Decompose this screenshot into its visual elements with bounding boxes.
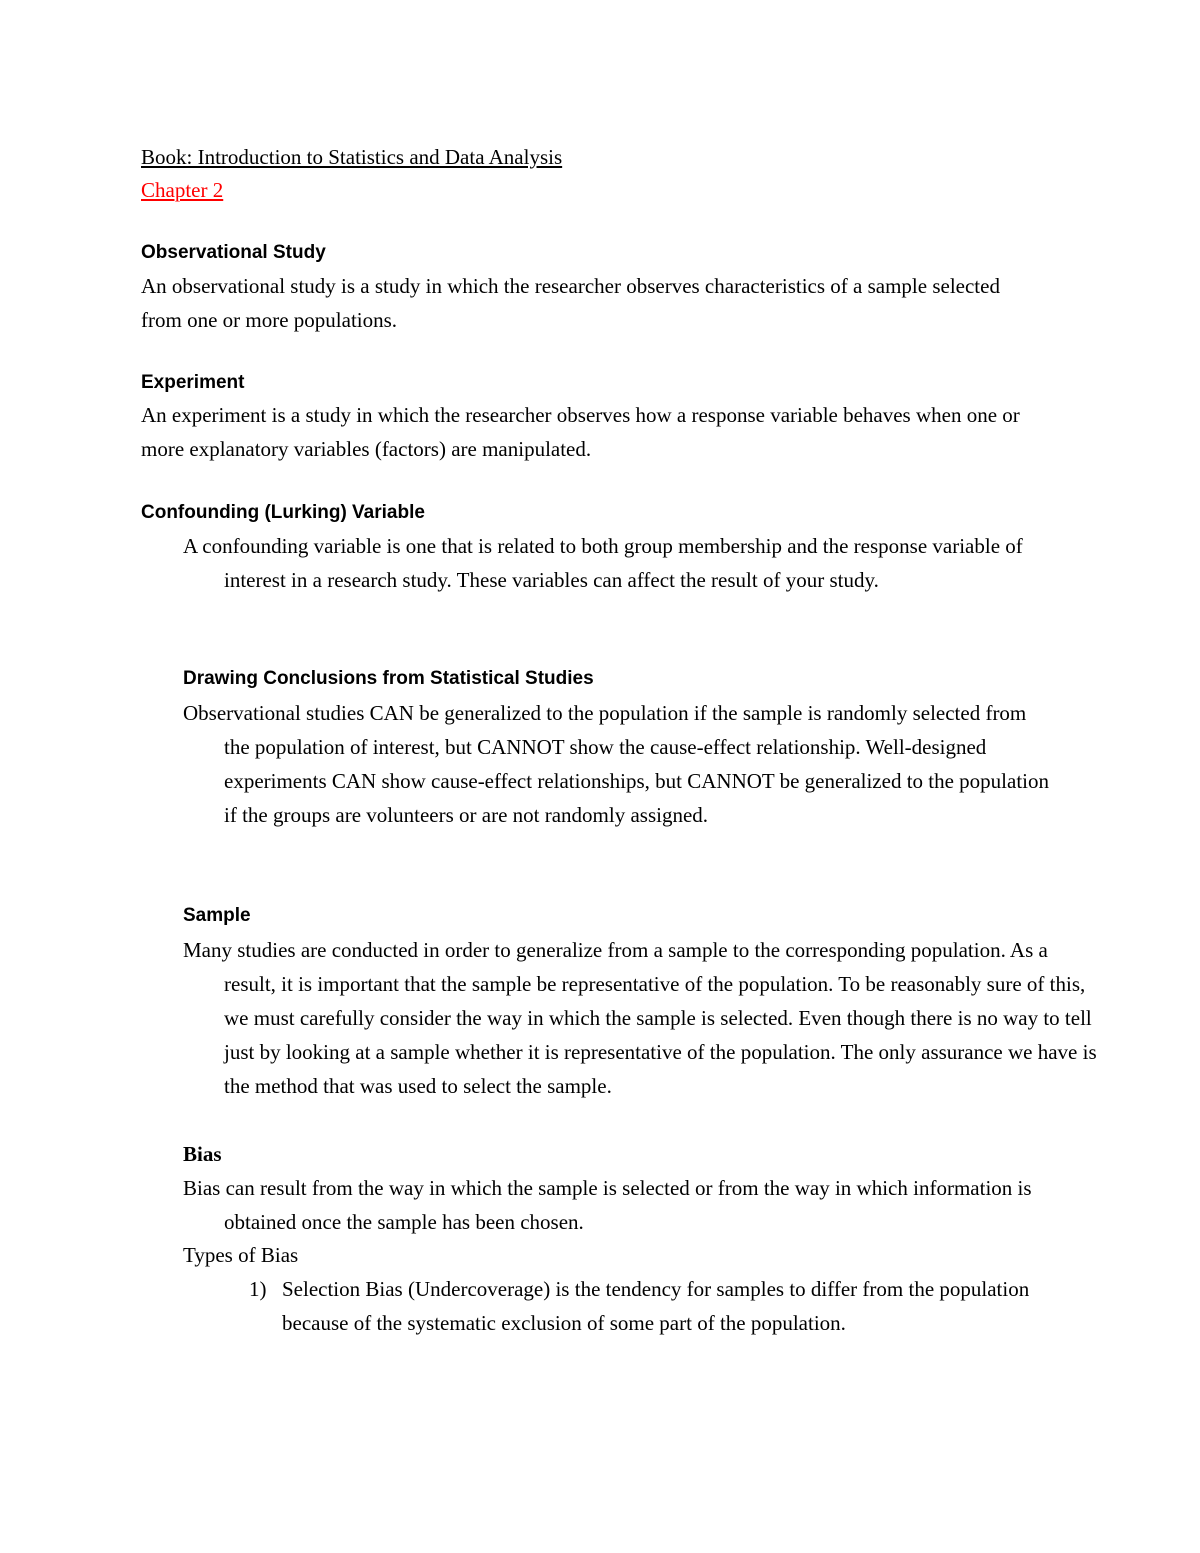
experiment-heading: Experiment [141, 372, 245, 393]
sample-heading: Sample [183, 905, 251, 926]
chapter-label: Chapter 2 [141, 178, 224, 202]
confounding-variable-body: A confounding variable is one that is related to both group membership and the response variable of interest in a research study. These variables can affect the result of your study. [183, 534, 1023, 592]
list-item-number: 1) [249, 1277, 267, 1301]
drawing-conclusions-body: Observational studies CAN be generalized to the population if the sample is randomly selected from the population of interest, but CANNOT show the cause-effect relationship. Well-designed experiments CAN show cause-effect relationships, but CANNOT be generalized to the population if the groups are volunteers or are not randomly assigned. [183, 701, 1050, 827]
list-item-text: Selection Bias (Undercoverage) is the tendency for samples to differ from the population because of the systematic exclusion of some part of the population. [282, 1277, 1030, 1335]
bias-heading: Bias [183, 1142, 222, 1166]
bias-body: Bias can result from the way in which the sample is selected or from the way in which information is obtained once the sample has been chosen. [183, 1176, 1032, 1234]
experiment-body: An experiment is a study in which the researcher observes how a response variable behaves when one or more explanatory variables (factors) are manipulated. [141, 403, 1020, 461]
observational-study-heading: Observational Study [141, 242, 326, 263]
sample-body: Many studies are conducted in order to generalize from a sample to the corresponding population. As a result, it is important that the sample be representative of the population. To be reasonably sure of this, we must carefully consider the way in which the sample is selected. Even though there is no way to tell just by looking at a sample whether it is representative of the population. The only assurance we have is the method that was used to select the sample. [183, 938, 1097, 1098]
types-of-bias-label: Types of Bias [183, 1243, 299, 1267]
book-title: Book: Introduction to Statistics and Data Analysis [141, 145, 563, 169]
drawing-conclusions-heading: Drawing Conclusions from Statistical Studies [183, 668, 594, 689]
observational-study-body: An observational study is a study in which the researcher observes characteristics of a sample selected from one or more populations. [141, 274, 1000, 332]
confounding-variable-heading: Confounding (Lurking) Variable [141, 502, 425, 523]
